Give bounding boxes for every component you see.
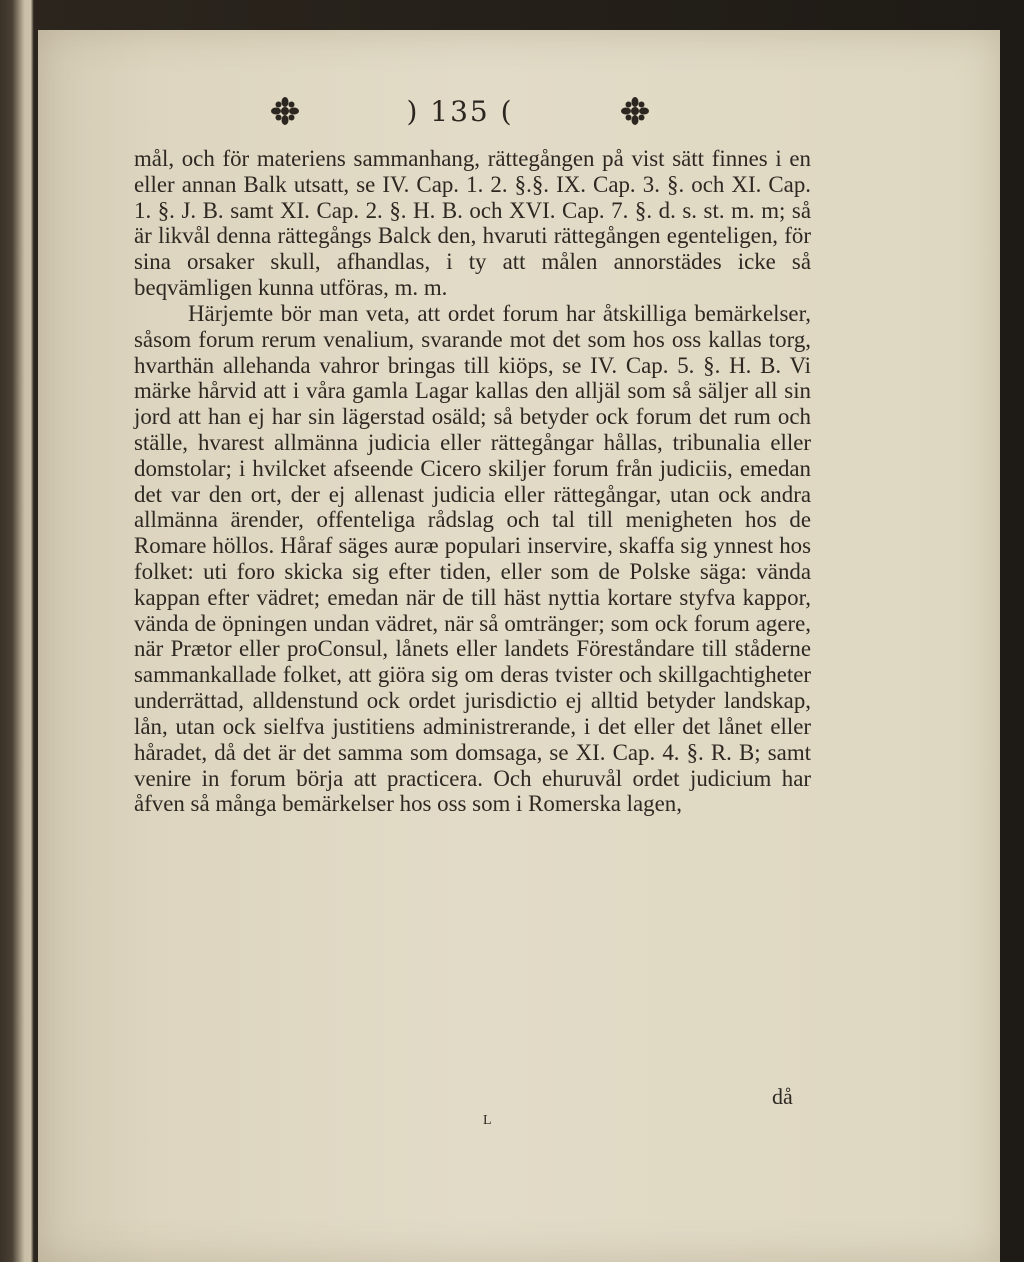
- signature-mark: L: [483, 1113, 492, 1128]
- floral-ornament-left-icon: [270, 96, 300, 126]
- page-number: ) 135 (: [406, 94, 514, 128]
- paragraph-2: Härjemte bör man veta, att ordet forum har åtskilliga bemärkelser, såsom forum rerum venalium, svarande mot det som hos oss kallas torg, hvarthän allehanda vahror bringas till kiöps, se IV. Cap. 5. §. H. B. Vi märke hårvid att i våra gamla Lagar kallas den alljäl som så säljer all sin jord att han ej har sin lägerstad osäld; så betyder ock forum det rum och ställe, hvarest allmänna judicia eller rättegångar hållas, tribunalia eller domstolar; i hvilcket afseende Cicero skiljer forum från judiciis, emedan det var den ort, der ej allenast judicia eller rättegångar, utan ock andra allmänna ärender, offenteliga rådslag och tal till menigheten hos de Romare höllos. Håraf säges auræ populari inservire, skaffa sig ynnest hos folket: uti foro skicka sig efter tiden, eller som de Polske säga: vända kappan efter vädret; emedan när de till häst nyttia kortare styfva kappor, vända de öpningen undan vädret, när så omtränger; som ock forum agere, när Prætor eller proConsul, lånets eller landets Föreståndare till ståderne sammankallade folket, att giöra sig om deras tvister och skillgachtigheter underrättad, alldenstund ock ordet jurisdictio ej alltid betyder landskap, lån, utan ock sielfva justitiens administrerande, i det eller det lånet eller håradet, då det är det samma som domsaga, se XI. Cap. 4. §. R. B; samt venire in forum börja att practicera. Och ehuruvål ordet judicium har åfven så många bemärkelser hos oss som i Romerska lagen,: [134, 300, 811, 817]
- page-header: [270, 86, 650, 136]
- floral-ornament-right-icon: [620, 96, 650, 126]
- paragraph-1: mål, och för materiens sammanhang, rättegången på vist sätt finnes i en eller annan Balk utsatt, se IV. Cap. 1. 2. §.§. IX. Cap. 3. §. och XI. Cap. 1. §. J. B. samt XI. Cap. 2. §. H. B. och XVI. Cap. 7. §. d. s. st. m. m; så är likvål denna rättegångs Balck den, hvaruti rättegången egenteligen, för sina orsaker skull, afhandlas, i ty att målen annorstädes icke så beqvämligen kunna utföras, m. m.: [134, 146, 811, 301]
- catchword: då: [772, 1084, 793, 1109]
- page-body: [134, 146, 811, 817]
